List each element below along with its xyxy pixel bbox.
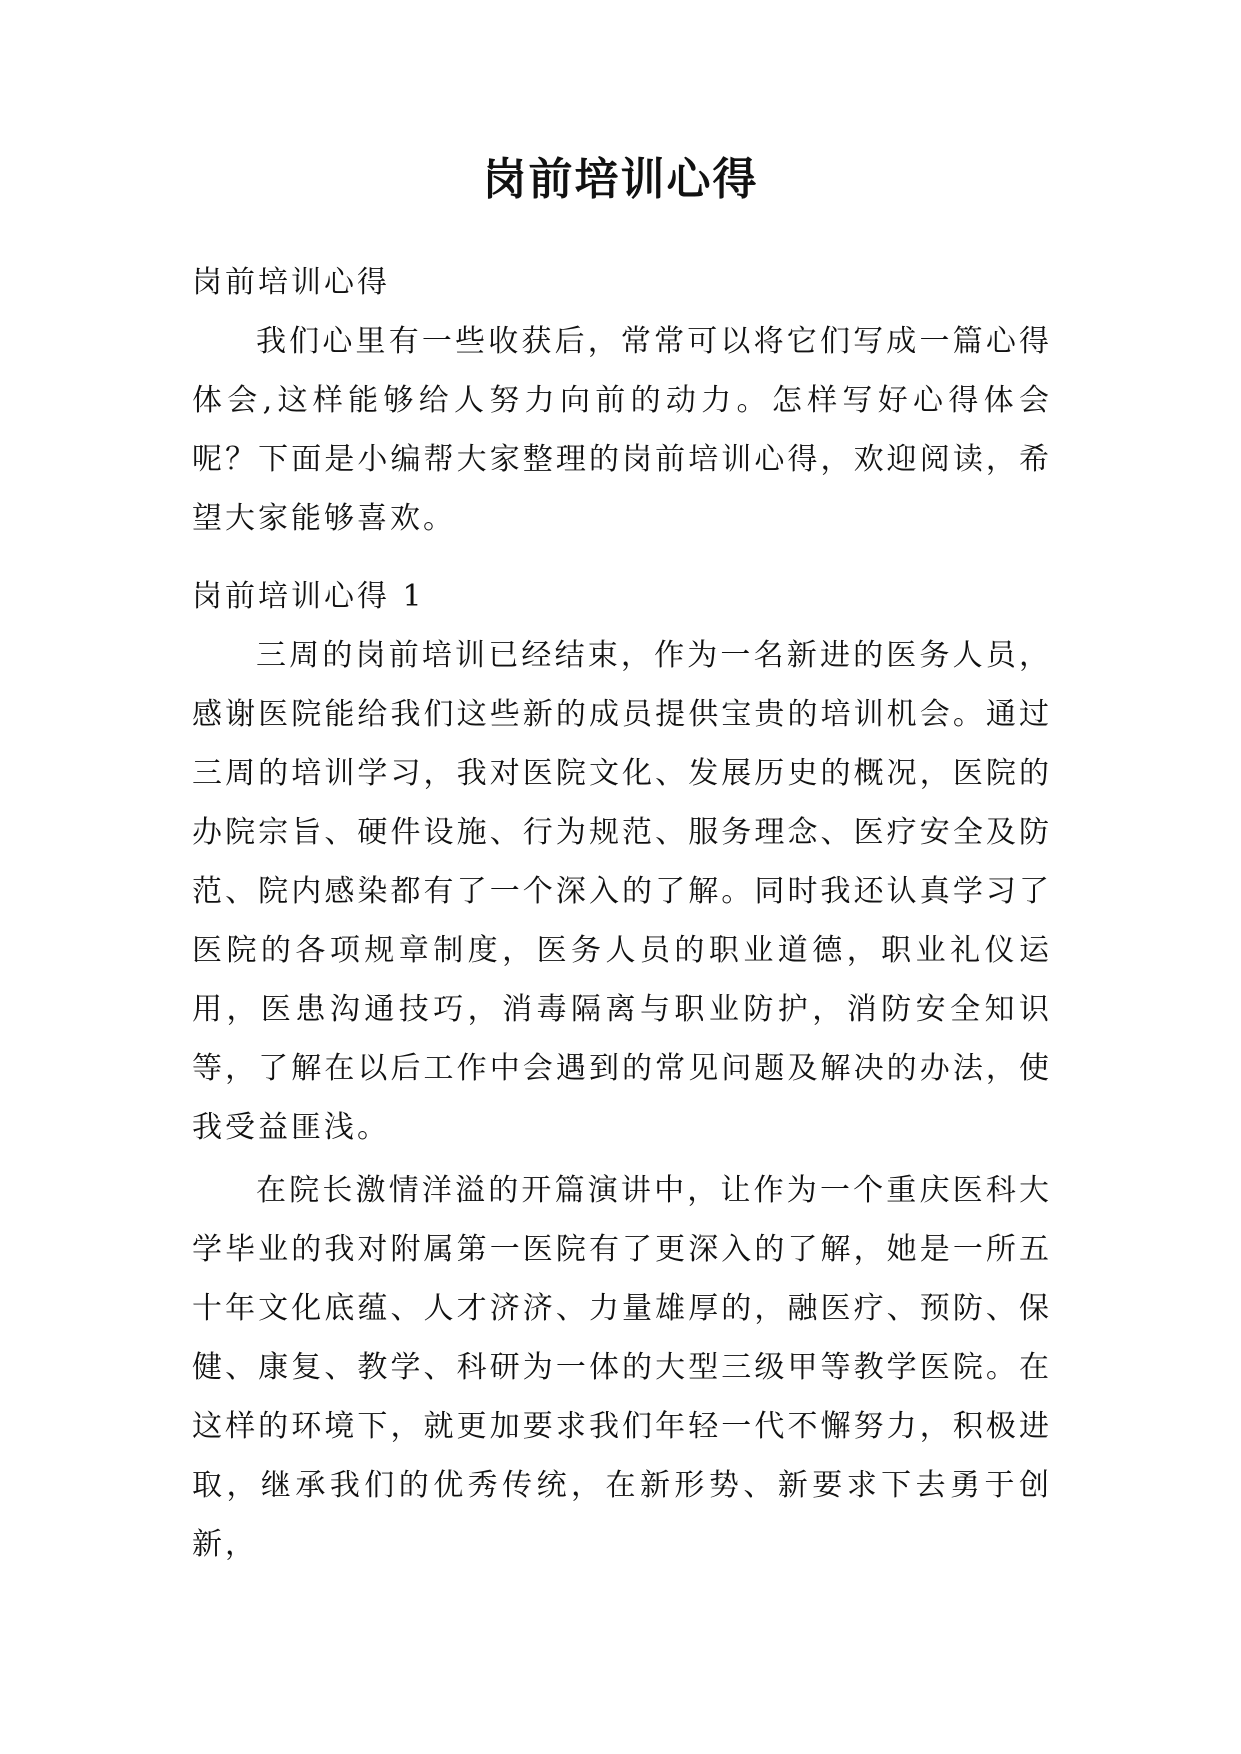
intro-section	[192, 253, 1052, 548]
section-1-paragraph-2: 在院长激情洋溢的开篇演讲中，让作为一个重庆医科大学毕业的我对附属第一医院有了更深入的了解，她是一所五十年文化底蕴、人才济济、力量雄厚的，融医疗、预防、保健、康复、教学、科研为一体的大型三级甲等教学医院。在这样的环境下，就更加要求我们年轻一代不懈努力，积极进取，继承我们的优秀传统，在新形势、新要求下去勇于创新，	[192, 1173, 1052, 1562]
section-1	[192, 567, 1052, 1574]
intro-paragraph: 我们心里有一些收获后，常常可以将它们写成一篇心得体会,这样能够给人努力向前的动力。怎样写好心得体会呢？下面是小编帮大家整理的岗前培训心得，欢迎阅读，希望大家能够喜欢。	[192, 324, 1052, 536]
section-1-paragraph-1: 三周的岗前培训已经结束，作为一名新进的医务人员，感谢医院能给我们这些新的成员提供宝贵的培训机会。通过三周的培训学习，我对医院文化、发展历史的概况，医院的办院宗旨、硬件设施、行为规范、服务理念、医疗安全及防范、院内感染都有了一个深入的了解。同时我还认真学习了医院的各项规章制度，医务人员的职业道德，职业礼仪运用，医患沟通技巧，消毒隔离与职业防护，消防安全知识等，了解在以后工作中会遇到的常见问题及解决的办法，使我受益匪浅。	[192, 638, 1052, 1145]
section-1-heading: 岗前培训心得 1	[192, 579, 425, 614]
document-title: 岗前培训心得	[482, 154, 759, 205]
intro-heading: 岗前培训心得	[192, 265, 390, 300]
